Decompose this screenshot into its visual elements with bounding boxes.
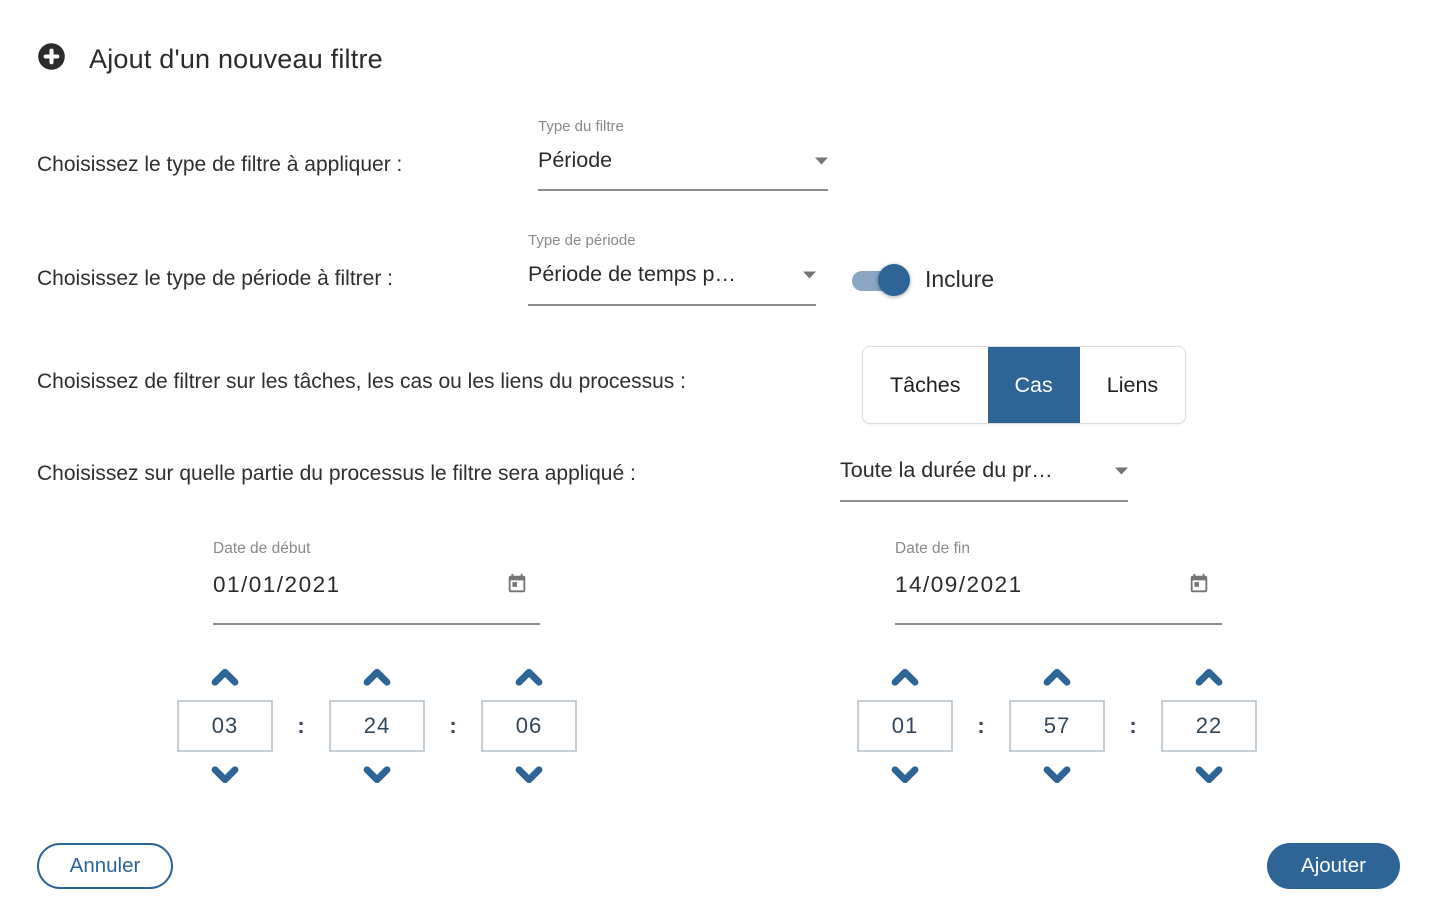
filter-type-field-label: Type du filtre [538, 118, 624, 135]
time-separator: : [1129, 713, 1137, 738]
start-seconds-unit [481, 665, 577, 787]
end-minutes-input[interactable]: 57 [1009, 700, 1105, 752]
scope-option-liens[interactable]: Liens [1080, 347, 1185, 423]
period-type-value: Période de temps p… [528, 262, 736, 286]
filter-type-select[interactable] [538, 118, 828, 191]
chevron-down-icon[interactable] [360, 765, 394, 787]
chevron-up-icon[interactable] [512, 665, 546, 687]
chevron-down-icon[interactable] [888, 765, 922, 787]
toggle-thumb [878, 264, 910, 296]
start-minutes-unit [329, 665, 425, 787]
time-separator: : [449, 713, 457, 738]
chevron-down-icon [815, 157, 828, 165]
panel-header [37, 42, 383, 76]
period-type-field-label: Type de période [528, 232, 636, 249]
start-hours-unit [177, 665, 273, 787]
calendar-icon [506, 573, 528, 598]
chevron-down-icon[interactable] [1192, 765, 1226, 787]
chevron-up-icon[interactable] [360, 665, 394, 687]
start-time-spinner [177, 665, 577, 787]
scope-button-group [862, 346, 1186, 424]
end-minutes-unit [1009, 665, 1105, 787]
chevron-up-icon[interactable] [1040, 665, 1074, 687]
chevron-up-icon[interactable] [1192, 665, 1226, 687]
end-hours-unit [857, 665, 953, 787]
chevron-down-icon [1115, 467, 1128, 475]
start-date-label: Date de début [213, 540, 311, 557]
apply-part-question: Choisissez sur quelle partie du processus le filtre sera appliqué : [37, 462, 636, 485]
chevron-down-icon[interactable] [1040, 765, 1074, 787]
scope-option-taches[interactable]: Tâches [863, 347, 988, 423]
end-seconds-input[interactable]: 22 [1161, 700, 1257, 752]
start-date-field[interactable] [213, 540, 540, 625]
time-separator: : [297, 713, 305, 738]
start-seconds-input[interactable]: 06 [481, 700, 577, 752]
filter-type-value: Période [538, 148, 613, 172]
end-hours-input[interactable]: 01 [857, 700, 953, 752]
scope-option-cas[interactable]: Cas [988, 347, 1080, 423]
include-toggle-label: Inclure [925, 266, 995, 292]
chevron-up-icon[interactable] [208, 665, 242, 687]
start-date-picker-button[interactable] [506, 573, 528, 598]
time-separator: : [977, 713, 985, 738]
apply-part-value: Toute la durée du pr… [840, 458, 1053, 482]
plus-circle-icon [37, 42, 66, 76]
start-hours-input[interactable]: 03 [177, 700, 273, 752]
calendar-icon [1188, 573, 1210, 598]
chevron-down-icon [803, 271, 816, 279]
period-type-select[interactable] [528, 232, 816, 306]
end-seconds-unit [1161, 665, 1257, 787]
include-toggle[interactable] [852, 264, 912, 296]
chevron-up-icon[interactable] [888, 665, 922, 687]
start-date-value[interactable]: 01/01/2021 [213, 572, 341, 597]
chevron-down-icon[interactable] [208, 765, 242, 787]
cancel-button[interactable]: Annuler [37, 843, 173, 889]
end-time-spinner [857, 665, 1257, 787]
apply-part-select[interactable] [840, 456, 1128, 502]
end-date-field[interactable] [895, 540, 1222, 625]
end-date-picker-button[interactable] [1188, 573, 1210, 598]
filter-type-question: Choisissez le type de filtre à appliquer : [37, 153, 403, 176]
page-title: Ajout d'un nouveau filtre [89, 43, 383, 74]
end-date-label: Date de fin [895, 540, 970, 557]
chevron-down-icon[interactable] [512, 765, 546, 787]
end-date-value[interactable]: 14/09/2021 [895, 572, 1023, 597]
start-minutes-input[interactable]: 24 [329, 700, 425, 752]
submit-button[interactable]: Ajouter [1267, 843, 1400, 889]
scope-question: Choisissez de filtrer sur les tâches, les cas ou les liens du processus : [37, 370, 686, 393]
period-type-question: Choisissez le type de période à filtrer : [37, 267, 394, 290]
